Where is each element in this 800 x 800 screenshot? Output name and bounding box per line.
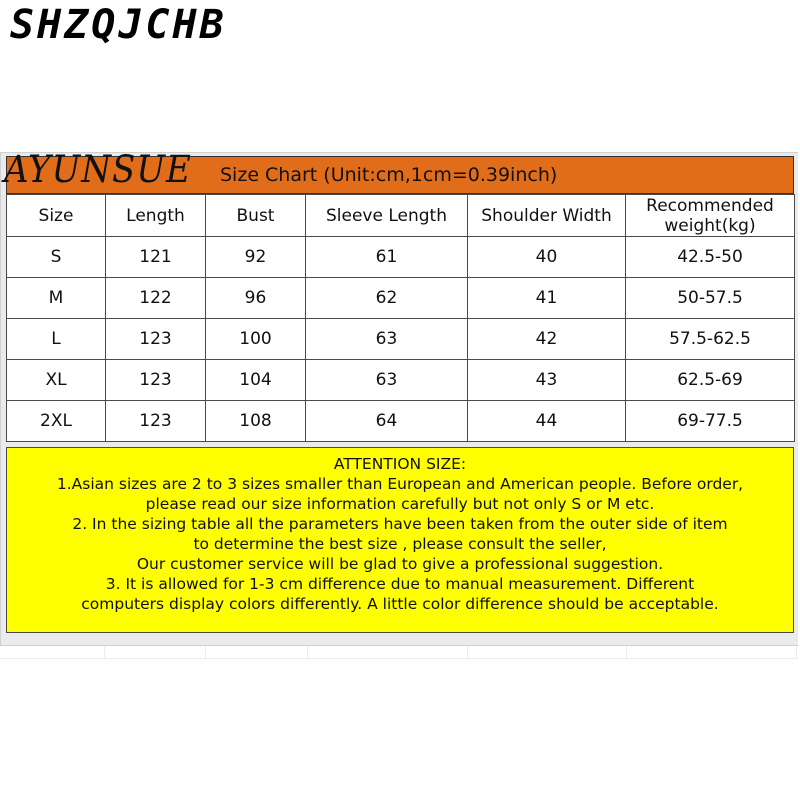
table-cell: 57.5-62.5 [626,319,795,360]
size-notice [6,447,794,633]
size-chart-title: Size Chart (Unit:cm,1cm=0.39inch) [220,164,558,186]
notice-line: 2. In the sizing table all the parameters have been taken from the outer side of item [72,515,728,533]
table-cell: 62 [306,278,468,319]
table-cell: 92 [206,237,306,278]
table-cell: L [7,319,106,360]
brand-title: SHZQJCHB [10,2,227,48]
table-cell: 108 [206,401,306,442]
table-cell: 41 [468,278,626,319]
table-row [7,360,795,401]
notice-line: Our customer service will be glad to give a professional suggestion. [136,555,664,573]
column-header-recommended-weight: Recommended weight(kg) [626,195,795,237]
notice-line: please read our size information carefully but not only S or M etc. [145,495,655,513]
table-cell: 123 [106,360,206,401]
column-header-sleeve-length: Sleeve Length [306,195,468,237]
column-header-shoulder-width: Shoulder Width [468,195,626,237]
table-cell: XL [7,360,106,401]
table-cell: 42.5-50 [626,237,795,278]
table-cell: 100 [206,319,306,360]
table-cell: 121 [106,237,206,278]
table-cell: 43 [468,360,626,401]
table-header-row [7,195,795,237]
table-cell: 122 [106,278,206,319]
table-row [7,278,795,319]
faint-grid-remnant [0,646,798,659]
table-row [7,237,795,278]
table-cell: M [7,278,106,319]
table-cell: 42 [468,319,626,360]
table-cell: 64 [306,401,468,442]
notice-line: 1.Asian sizes are 2 to 3 sizes smaller than European and American people. Before order, [56,475,744,493]
notice-line: computers display colors differently. A little color difference should be acceptable. [81,595,719,613]
column-header-length: Length [106,195,206,237]
table-cell: 63 [306,360,468,401]
table-cell: 40 [468,237,626,278]
table-cell: 44 [468,401,626,442]
table-cell: S [7,237,106,278]
size-table [6,194,795,442]
column-header-bust: Bust [206,195,306,237]
table-cell: 123 [106,401,206,442]
table-cell: 104 [206,360,306,401]
table-cell: 69-77.5 [626,401,795,442]
table-cell: 50-57.5 [626,278,795,319]
column-header-size: Size [7,195,106,237]
table-cell: 61 [306,237,468,278]
table-row [7,319,795,360]
notice-line: to determine the best size , please consult the seller, [193,535,607,553]
brand-logo: AYUNSUE [4,148,192,192]
table-cell: 123 [106,319,206,360]
table-cell: 2XL [7,401,106,442]
table-cell: 96 [206,278,306,319]
notice-line: 3. It is allowed for 1-3 cm difference due to manual measurement. Different [105,575,695,593]
table-cell: 62.5-69 [626,360,795,401]
table-cell: 63 [306,319,468,360]
table-row [7,401,795,442]
notice-heading: ATTENTION SIZE: [333,455,467,473]
